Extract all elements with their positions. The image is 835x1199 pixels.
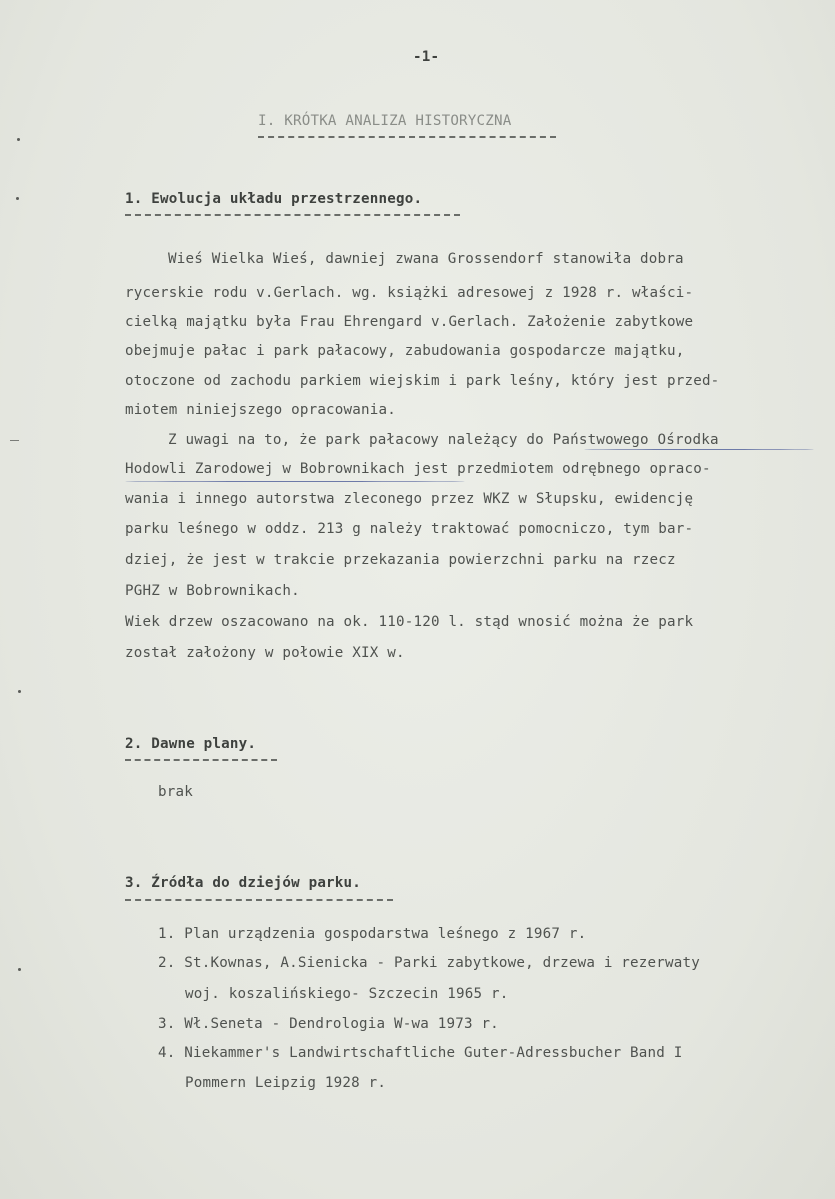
- paragraph-line: wania i innego autorstwa zleconego przez WKZ w Słupsku, ewidencję: [125, 491, 694, 507]
- heading-underline: [125, 214, 460, 216]
- paragraph-line: dziej, że jest w trakcie przekazania powierzchni parku na rzecz: [125, 552, 676, 568]
- paragraph-line: Hodowli Zarodowej w Bobrownikach jest przedmiotem odrębnego opraco-: [125, 461, 711, 477]
- list-item-continuation: woj. koszalińskiego- Szczecin 1965 r.: [185, 986, 509, 1002]
- section-heading-1: 1. Ewolucja układu przestrzennego.: [125, 191, 423, 207]
- paragraph-line: PGHZ w Bobrownikach.: [125, 583, 300, 599]
- pen-underline: [584, 449, 814, 450]
- list-item-continuation: Pommern Leipzig 1928 r.: [185, 1075, 387, 1091]
- paragraph-line: Wieś Wielka Wieś, dawniej zwana Grossendorf stanowiła dobra: [168, 251, 684, 267]
- paragraph-line: Z uwagi na to, że park pałacowy należący do Państwowego Ośrodka: [168, 432, 719, 448]
- paragraph-line: parku leśnego w oddz. 213 g należy traktować pomocniczo, tym bar-: [125, 521, 694, 537]
- heading-underline: [125, 899, 393, 901]
- paragraph-line: został założony w połowie XIX w.: [125, 645, 405, 661]
- page-title: I. KRÓTKA ANALIZA HISTORYCZNA: [258, 113, 512, 129]
- margin-mark: [17, 138, 20, 141]
- list-item: 3. Wł.Seneta - Dendrologia W-wa 1973 r.: [158, 1016, 499, 1032]
- paragraph-line: rycerskie rodu v.Gerlach. wg. książki adresowej z 1928 r. właści-: [125, 285, 694, 301]
- margin-mark: [16, 197, 19, 200]
- paragraph-line: otoczone od zachodu parkiem wiejskim i park leśny, który jest przed-: [125, 373, 720, 389]
- list-item: 1. Plan urządzenia gospodarstwa leśnego z 1967 r.: [158, 926, 587, 942]
- margin-mark: [18, 690, 21, 693]
- section-heading-3: 3. Źródła do dziejów parku.: [125, 875, 362, 891]
- title-underline: [258, 136, 556, 138]
- pen-underline: [125, 481, 465, 482]
- margin-mark: [18, 968, 21, 971]
- paragraph-line: Wiek drzew oszacowano na ok. 110-120 l. stąd wnosić można że park: [125, 614, 694, 630]
- section-body: brak: [158, 784, 193, 800]
- paragraph-line: cielką majątku była Frau Ehrengard v.Gerlach. Założenie zabytkowe: [125, 314, 694, 330]
- list-item: 4. Niekammer's Landwirtschaftliche Guter-Adressbucher Band I: [158, 1045, 683, 1061]
- paragraph-line: miotem niniejszego opracowania.: [125, 402, 396, 418]
- list-item: 2. St.Kownas, A.Sienicka - Parki zabytkowe, drzewa i rezerwaty: [158, 955, 700, 971]
- heading-underline: [125, 759, 277, 761]
- paragraph-line: obejmuje pałac i park pałacowy, zabudowania gospodarcze majątku,: [125, 343, 685, 359]
- margin-mark: [10, 440, 19, 441]
- page-number: -1-: [413, 49, 440, 65]
- section-heading-2: 2. Dawne plany.: [125, 736, 257, 752]
